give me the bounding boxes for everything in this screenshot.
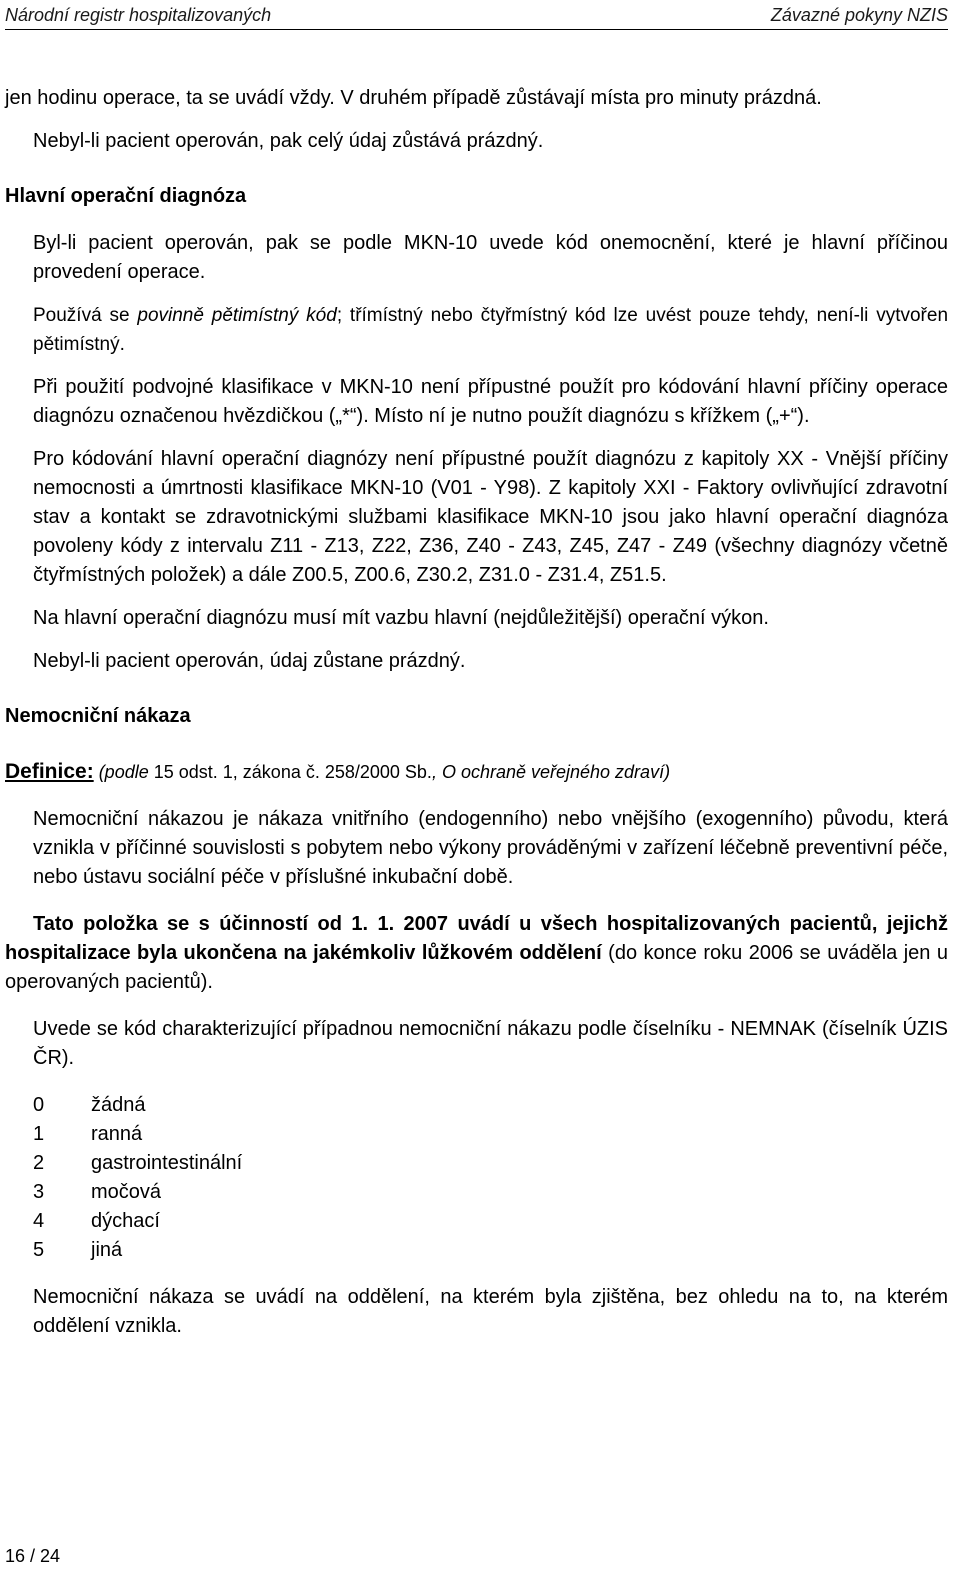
paragraph-code-instruction: Uvede se kód charakterizující případnou nemocniční nákazu podle číselníku - NEMNAK (číselník ÚZIS ČR). bbox=[33, 1018, 948, 1069]
header-left-title: Národní registr hospitalizovaných bbox=[5, 5, 272, 25]
paragraph-main-procedure-link: Na hlavní operační diagnózu musí mít vazbu hlavní (nejdůležitější) operační výkon. bbox=[33, 607, 769, 629]
page-header bbox=[5, 0, 948, 30]
document-body bbox=[5, 84, 948, 1341]
code-value: 4 bbox=[33, 1210, 45, 1232]
list-item bbox=[33, 1149, 948, 1178]
paragraph-empty-value: Nebyl-li pacient operován, údaj zůstane prázdný. bbox=[33, 650, 466, 672]
code-label: močová bbox=[91, 1181, 162, 1203]
validity-rest-text: (do konce roku 2006 se uváděla jen u operovaných pacientů). bbox=[5, 942, 949, 993]
paragraph-operation-hour: jen hodinu operace, ta se uvádí vždy. V druhém případě zůstávají místa pro minuty prázdná. bbox=[5, 87, 822, 109]
code-value: 3 bbox=[33, 1181, 45, 1203]
code-label: dýchací bbox=[91, 1210, 160, 1232]
paragraph-dual-classification: Při použití podvojné klasifikace v MKN-10 není přípustné použít pro kódování hlavní příčiny operace diagnózu označenou hvězdičkou („*“). Místo ní je nutno použít diagnózu s křížkem („+“). bbox=[33, 376, 948, 427]
paragraph-not-operated: Nebyl-li pacient operován, pak celý údaj zůstává prázdný. bbox=[33, 130, 544, 152]
text-fragment: Používá se bbox=[33, 305, 138, 326]
code-label: jiná bbox=[91, 1239, 123, 1261]
paragraph-chapter-rules: Pro kódování hlavní operační diagnózy není přípustné použít diagnózu z kapitoly XX - Vnější příčiny nemocnosti a úmrtnosti klasifikace MKN-10 (V01 - Y98). Z kapitoly XXI - Faktory ovlivňující zdravotní stav a kontakt se zdravotnickými službami klasifikace MKN-10 jsou jako hlavní operační diagnóza povoleny kódy z intervalu Z11 - Z13, Z22, Z36, Z40 - Z43, Z45, Z47 - Z49 (všechny diagnózy včetně čtyřmístných položek) a dále Z00.5, Z00.6, Z30.2, Z31.0 - Z31.4, Z51.5. bbox=[33, 448, 948, 586]
list-item bbox=[33, 1091, 948, 1120]
header-right-title: Závazné pokyny NZIS bbox=[770, 5, 948, 25]
validity-bold-text: Tato položka se s účinností od 1. 1. 2007 uvádí u všech hospitalizovaných pacientů, jejichž hospitalizace byla ukončena na jakémkoliv lůžkovém oddělení bbox=[5, 913, 948, 964]
code-value: 1 bbox=[33, 1123, 45, 1145]
definition-label: Definice: bbox=[5, 760, 94, 783]
paragraph-diagnosis-code bbox=[5, 229, 948, 287]
emphasis-mandatory-code: povinně pětimístný kód bbox=[137, 305, 337, 326]
code-label: žádná bbox=[91, 1094, 146, 1116]
list-item bbox=[33, 1120, 948, 1149]
heading-main-operation-diagnosis: Hlavní operační diagnóza bbox=[5, 185, 247, 207]
code-list bbox=[5, 1091, 948, 1265]
definition-note-b: 15 odst. 1, zákona č. 258/2000 Sb. bbox=[153, 762, 432, 782]
paragraph-validity bbox=[5, 910, 948, 997]
code-value: 5 bbox=[33, 1239, 45, 1261]
heading-hospital-infection: Nemocniční nákaza bbox=[5, 705, 191, 727]
definition-note-c: , O ochraně veřejného zdraví) bbox=[431, 762, 671, 782]
code-value: 2 bbox=[33, 1152, 45, 1174]
code-value: 0 bbox=[33, 1094, 45, 1116]
definition-note-a: (podle bbox=[93, 762, 154, 782]
page-number: 16 / 24 bbox=[5, 1546, 61, 1566]
list-item bbox=[33, 1178, 948, 1207]
paragraph-five-digit-code bbox=[5, 301, 948, 359]
paragraph-infection-definition: Nemocniční nákazou je nákaza vnitřního (endogenního) nebo vnějšího (exogenního) původu, která vznikla v příčinné souvislosti s pobytem nebo výkony prováděnými v zařízení léčebně preventivní péče, nebo ústavu sociální péče v příslušné inkubační době. bbox=[33, 808, 948, 888]
paragraph-diagnosis-code-text: Byl-li pacient operován, pak se podle MKN-10 uvede kód onemocnění, které je hlavní příčinou provedení operace. bbox=[33, 232, 948, 283]
definition-line bbox=[5, 757, 948, 787]
list-item bbox=[33, 1236, 948, 1265]
code-label: ranná bbox=[91, 1123, 143, 1145]
text-fragment: ; třímístný nebo čtyřmístný kód lze uvést pouze tehdy, není-li vytvořen pětimístný. bbox=[33, 305, 949, 355]
paragraph-reporting-department: Nemocniční nákaza se uvádí na oddělení, na kterém byla zjištěna, bez ohledu na to, na kterém oddělení vznikla. bbox=[33, 1286, 948, 1337]
list-item bbox=[33, 1207, 948, 1236]
code-label: gastrointestinální bbox=[91, 1152, 243, 1174]
